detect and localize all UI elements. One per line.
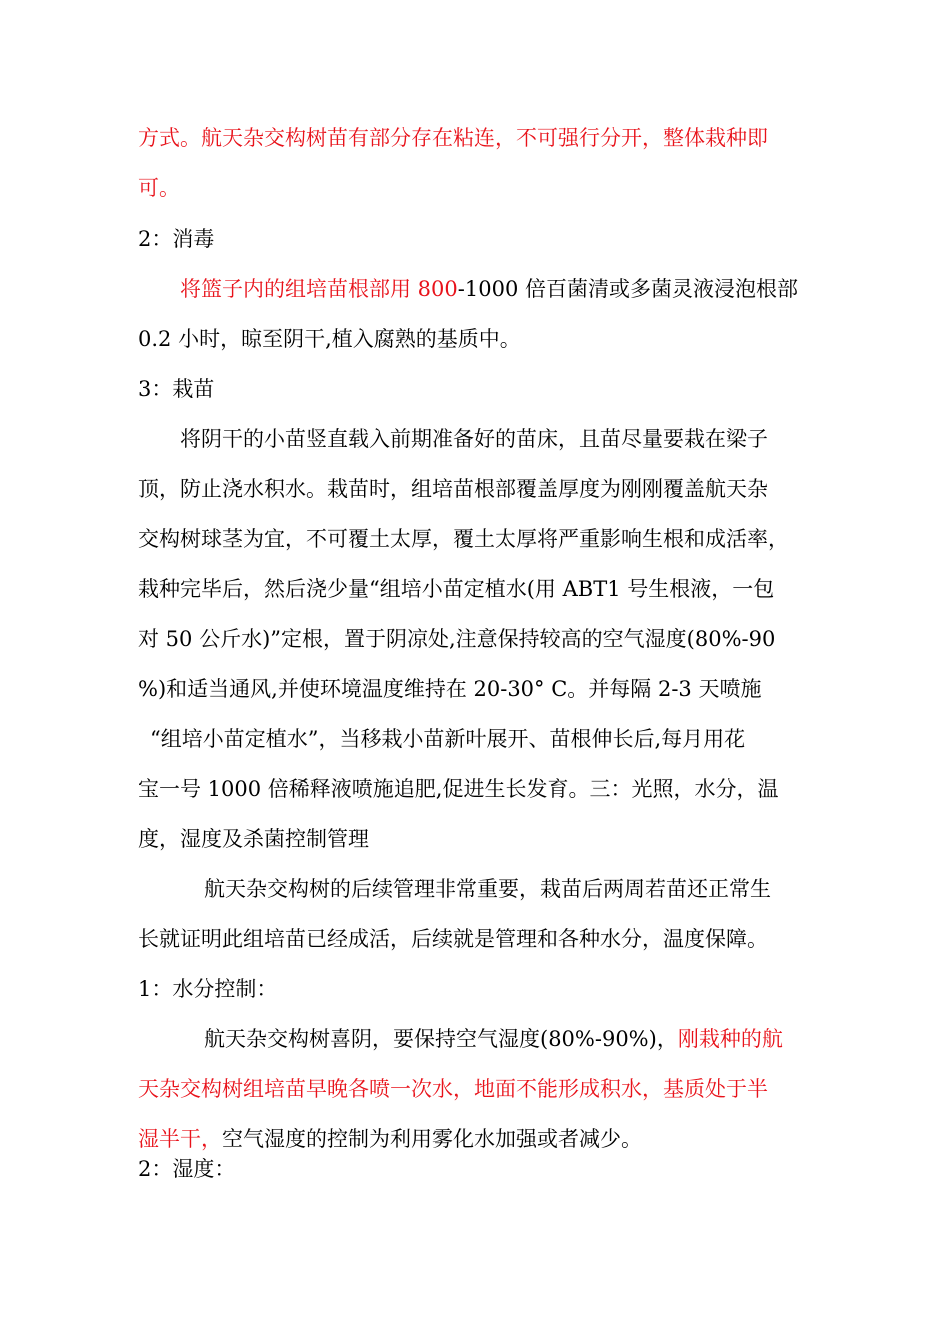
paragraph-line <box>138 674 818 704</box>
highlighted-text: 方式。航天杂交构树苗有部分存在粘连，不可强行分开，整体栽种即 <box>138 126 768 150</box>
body-text: 对 50 公斤水)”定根，置于阴凉处,注意保持较高的空气湿度(80%-90 <box>138 627 776 651</box>
paragraph-line <box>138 324 818 354</box>
paragraph-line <box>138 123 818 153</box>
paragraph-line <box>180 424 820 454</box>
body-text: “组培小苗定植水”，当移栽小苗新叶展开、苗根伸长后,每月用花 <box>150 727 746 751</box>
body-text: 空气湿度的控制为利用雾化水加强或者减少。 <box>222 1127 642 1151</box>
body-text: 航天杂交构树喜阴，要保持空气湿度(80%-90%)， <box>204 1027 678 1051</box>
highlighted-text: 湿半干， <box>138 1127 222 1151</box>
paragraph-line <box>138 924 818 954</box>
body-text: %)和适当通风,并使环境温度维持在 20-30° C。并每隔 2-3 天喷施 <box>138 677 762 701</box>
paragraph-line <box>138 824 818 854</box>
paragraph-line <box>138 524 818 554</box>
paragraph-line <box>180 274 820 304</box>
paragraph-line <box>138 474 818 504</box>
section-heading-disinfection <box>138 224 818 254</box>
body-text: 0.2 小时，晾至阴干,植入腐熟的基质中。 <box>138 327 521 351</box>
paragraph-line <box>138 1074 818 1104</box>
paragraph-line <box>204 874 884 904</box>
paragraph-line <box>138 624 818 654</box>
body-text: 长就证明此组培苗已经成活，后续就是管理和各种水分，温度保障。 <box>138 927 768 951</box>
highlighted-text: 刚栽种的航 <box>677 1027 783 1051</box>
body-text: 度，湿度及杀菌控制管理 <box>138 827 369 851</box>
highlighted-text: 将篮子内的组培苗根部用 800 <box>180 277 458 301</box>
paragraph-line <box>138 1124 818 1154</box>
body-text: 栽种完毕后，然后浇少量“组培小苗定植水(用 ABT1 号生根液，一包 <box>138 577 775 601</box>
heading-text: 1：水分控制： <box>138 977 278 1001</box>
paragraph-line <box>150 724 830 754</box>
highlighted-text: 天杂交构树组培苗早晚各喷一次水，地面不能形成积水，基质处于半 <box>138 1077 768 1101</box>
body-text: -1000 倍百菌清或多菌灵液浸泡根部 <box>457 277 798 301</box>
body-text: 顶，防止浇水积水。栽苗时，组培苗根部覆盖厚度为刚刚覆盖航天杂 <box>138 477 768 501</box>
body-text: 将阴干的小苗竖直载入前期准备好的苗床，且苗尽量要栽在梁子 <box>180 427 768 451</box>
body-text: 宝一号 1000 倍稀释液喷施追肥,促进生长发育。三：光照，水分，温 <box>138 777 779 801</box>
section-heading-water-control <box>138 974 818 1004</box>
body-text: 交构树球茎为宜，不可覆土太厚，覆土太厚将严重影响生根和成活率， <box>138 527 789 551</box>
paragraph-line <box>138 173 818 203</box>
section-heading-planting <box>138 374 818 404</box>
heading-text: 3：栽苗 <box>138 377 215 401</box>
highlighted-text: 可。 <box>138 176 180 200</box>
heading-text: 2：消毒 <box>138 227 215 251</box>
section-heading-humidity <box>138 1154 818 1184</box>
paragraph-line <box>138 774 818 804</box>
paragraph-line <box>138 574 818 604</box>
heading-text: 2：湿度： <box>138 1157 236 1181</box>
body-text: 航天杂交构树的后续管理非常重要，栽苗后两周若苗还正常生 <box>204 877 771 901</box>
paragraph-line <box>204 1024 884 1054</box>
